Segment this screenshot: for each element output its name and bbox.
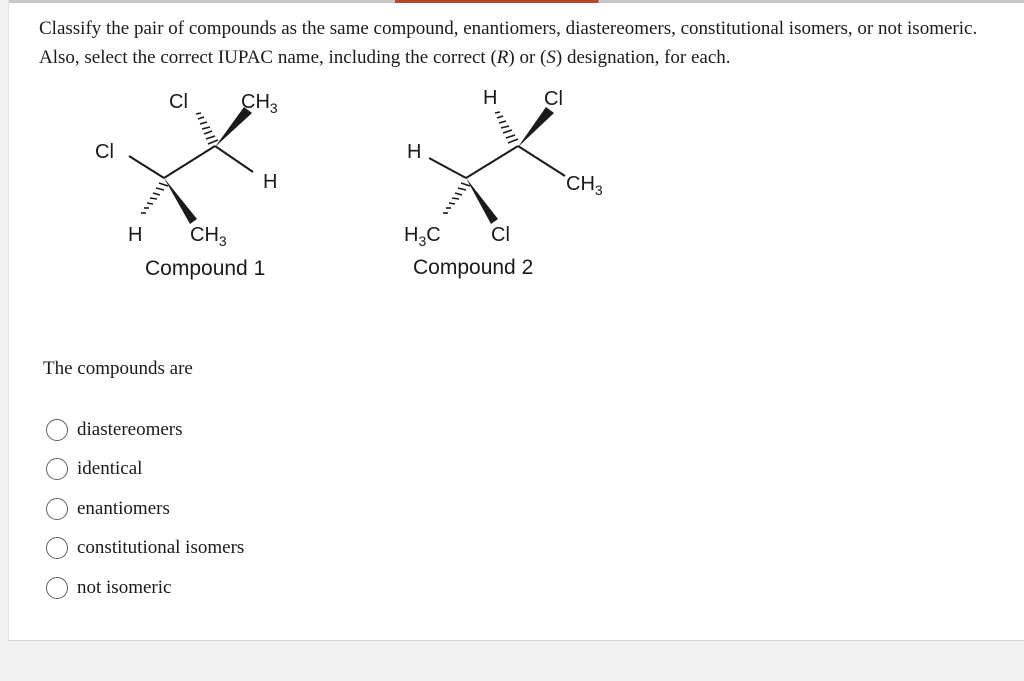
c2-wedge-cl-top — [518, 107, 554, 147]
c1-wedge-ch3-top — [215, 107, 252, 147]
option-enantiomers[interactable] — [46, 489, 244, 529]
c1-label-cl-left: Cl — [95, 141, 114, 163]
compound-1-caption: Compound 1 — [145, 257, 266, 280]
c1-label-h-right: H — [263, 171, 278, 193]
c1-hash-bond-cl-top — [196, 113, 218, 144]
c1-label-ch3-top: $CH_3$ — [241, 91, 278, 116]
radio-identical[interactable] — [46, 458, 68, 480]
option-diastereomers[interactable] — [46, 410, 244, 450]
option-constitutional-isomers[interactable] — [46, 529, 244, 569]
c2-bond-to-h-left — [429, 158, 466, 178]
c2-label-h-top: H — [483, 87, 498, 109]
c2-main-bond — [466, 146, 518, 178]
c2-label-cl-bottom: Cl — [491, 224, 510, 246]
question-line-1: Classify the pair of compounds as the same compound, enantiomers, diastereomers, constitutional isomers, or not isomeric. — [39, 18, 978, 39]
question-line-2: Also, select the correct IUPAC name, including the correct (R) or (S) designation, for each. — [39, 47, 731, 68]
c1-label-h-bottom: H — [128, 224, 143, 246]
c1-main-bond — [164, 146, 215, 178]
option-label: diastereomers — [77, 418, 183, 440]
c1-label-cl-top: Cl — [169, 91, 188, 113]
answer-options — [46, 410, 244, 608]
radio-diastereomers[interactable] — [46, 419, 68, 441]
c2-label-ch3-right: $CH_3$ — [566, 173, 603, 198]
radio-not-isomeric[interactable] — [46, 577, 68, 599]
option-not-isomeric[interactable] — [46, 568, 244, 608]
c2-label-cl-top: Cl — [544, 88, 563, 110]
answer-prompt: The compounds are — [43, 358, 193, 379]
option-label: identical — [77, 458, 143, 480]
question-panel — [8, 0, 1024, 641]
c2-hash-bond-ch3-bottom — [443, 183, 470, 213]
c2-wedge-cl-bottom — [466, 178, 498, 224]
radio-constitutional-isomers[interactable] — [46, 537, 68, 559]
c2-label-h-left: H — [407, 141, 422, 163]
c1-bond-to-h — [215, 146, 253, 172]
option-identical[interactable] — [46, 450, 244, 490]
radio-enantiomers[interactable] — [46, 498, 68, 520]
compound-2-caption: Compound 2 — [413, 256, 534, 279]
c2-hash-bond-h-top — [495, 112, 518, 143]
c1-wedge-ch3-bottom — [164, 178, 197, 224]
c2-bond-to-ch3 — [518, 146, 565, 176]
compound-2-structure — [429, 107, 565, 224]
option-label: constitutional isomers — [77, 537, 245, 559]
c1-bond-to-cl-left — [129, 156, 164, 178]
c2-label-h3c-bottom: $H_3C$ — [404, 224, 441, 249]
option-label: not isomeric — [77, 576, 172, 598]
c1-label-ch3-bottom: $CH_3$ — [190, 224, 227, 249]
c1-hash-bond-h-bottom — [141, 183, 168, 213]
option-label: enantiomers — [77, 497, 170, 519]
